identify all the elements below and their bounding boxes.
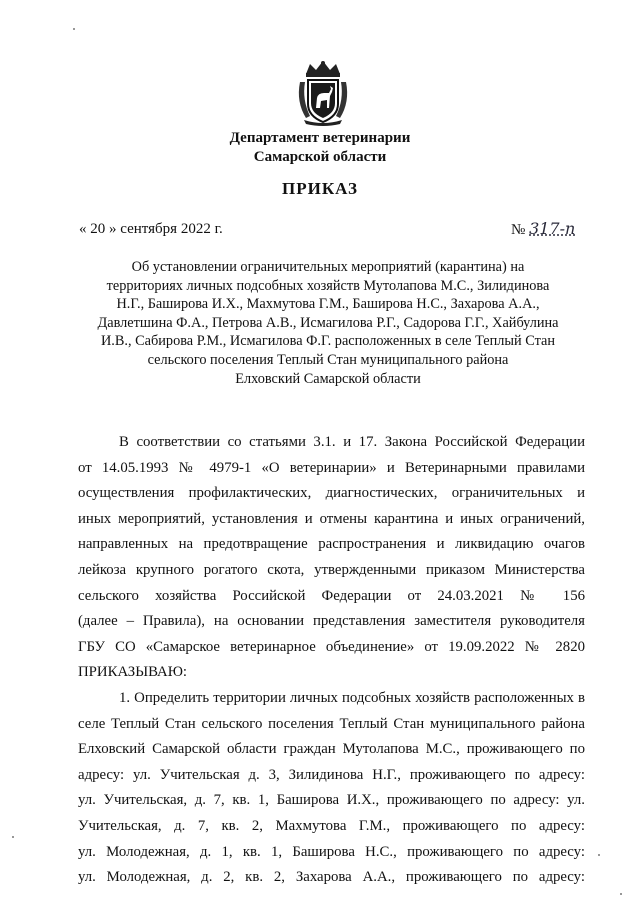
body-line: направленных на предотвращение распространения и ликвидацию очагов bbox=[78, 536, 585, 553]
body-line: Учительская, д. 7, кв. 2, Махмутова Г.М., проживающего по адресу: bbox=[78, 817, 585, 834]
body-line: ул. Учительская, д. 7, кв. 1, Баширова И.Х., проживающего по адресу: ул. bbox=[78, 792, 585, 809]
subject-line: Н.Г., Баширова И.Х., Махмутова Г.М., Баширова Н.С., Захарова А.А., bbox=[116, 296, 540, 313]
order-title: ПРИКАЗ bbox=[282, 179, 358, 198]
subject-line: И.В., Сабирова Р.М., Исмагилова Ф.Г. расположенных в селе Теплый Стан bbox=[100, 333, 556, 350]
body-line: сельского хозяйства Российской Федерации от 24.03.2021 № 156 bbox=[78, 587, 585, 604]
subject-line: сельского поселения Теплый Стан муниципального района bbox=[147, 351, 509, 368]
scan-speck bbox=[12, 836, 14, 838]
body-line: ГБУ СО «Самарское ветеринарное объединение» от 19.09.2022 № 2820 bbox=[78, 638, 585, 655]
subject-line: Елховский Самарской области bbox=[235, 370, 421, 387]
body-line: 1. Определить территории личных подсобных хозяйств расположенных в bbox=[119, 689, 585, 706]
department-name-line1: Департамент ветеринарии bbox=[229, 130, 411, 146]
subject-line: территориях личных подсобных хозяйств Мутолапова М.С., Зилидинова bbox=[106, 277, 550, 294]
body-line: осуществления профилактических, диагностических, ограничительных и bbox=[78, 485, 585, 502]
body-line: от 14.05.1993 № 4979-1 «О ветеринарии» и Ветеринарными правилами bbox=[78, 459, 585, 476]
order-number-prefix: № bbox=[511, 222, 526, 238]
order-body bbox=[78, 430, 585, 891]
body-line: селе Теплый Стан сельского поселения Теплый Стан муниципального района bbox=[78, 715, 585, 732]
scan-speck bbox=[73, 28, 75, 30]
order-date: « 20 » сентября 2022 г. bbox=[79, 221, 223, 237]
body-line: ул. Молодежная, д. 2, кв. 2, Захарова А.А., проживающего по адресу: bbox=[78, 869, 585, 886]
order-subject bbox=[66, 258, 590, 388]
body-line: иных мероприятий, установления и отмены карантина и иных ограничений, bbox=[78, 510, 585, 527]
body-line: ПРИКАЗЫВАЮ: bbox=[78, 664, 188, 681]
department-name-line2: Самарской области bbox=[253, 149, 387, 165]
body-line: адресу: ул. Учительская д. 3, Зилидинова Н.Г., проживающего по адресу: bbox=[78, 766, 585, 783]
body-line: Елховский Самарской области граждан Мутолапова М.С., проживающего по bbox=[78, 741, 585, 758]
body-line: (далее – Правила), на основании представления заместителя руководителя bbox=[78, 613, 585, 630]
body-line: лейкоза крупного рогатого скота, утвержденными приказом Министерства bbox=[78, 561, 585, 578]
subject-line: Об установлении ограничительных мероприятий (карантина) на bbox=[131, 259, 525, 275]
body-line: В соответствии со статьями 3.1. и 17. Закона Российской Федерации bbox=[119, 434, 585, 450]
body-line: ул. Молодежная, д. 1, кв. 1, Баширова Н.С., проживающего по адресу: bbox=[78, 843, 585, 860]
scan-speck bbox=[620, 893, 622, 895]
subject-line: Давлетшина Ф.А., Петрова А.В., Исмагилова Р.Г., Садорова Г.Г., Хайбулина bbox=[97, 314, 559, 331]
scan-speck bbox=[598, 854, 600, 856]
order-number bbox=[511, 219, 575, 239]
order-number-handwritten: 317-п bbox=[529, 219, 576, 238]
samara-coat-of-arms-icon bbox=[296, 60, 350, 126]
